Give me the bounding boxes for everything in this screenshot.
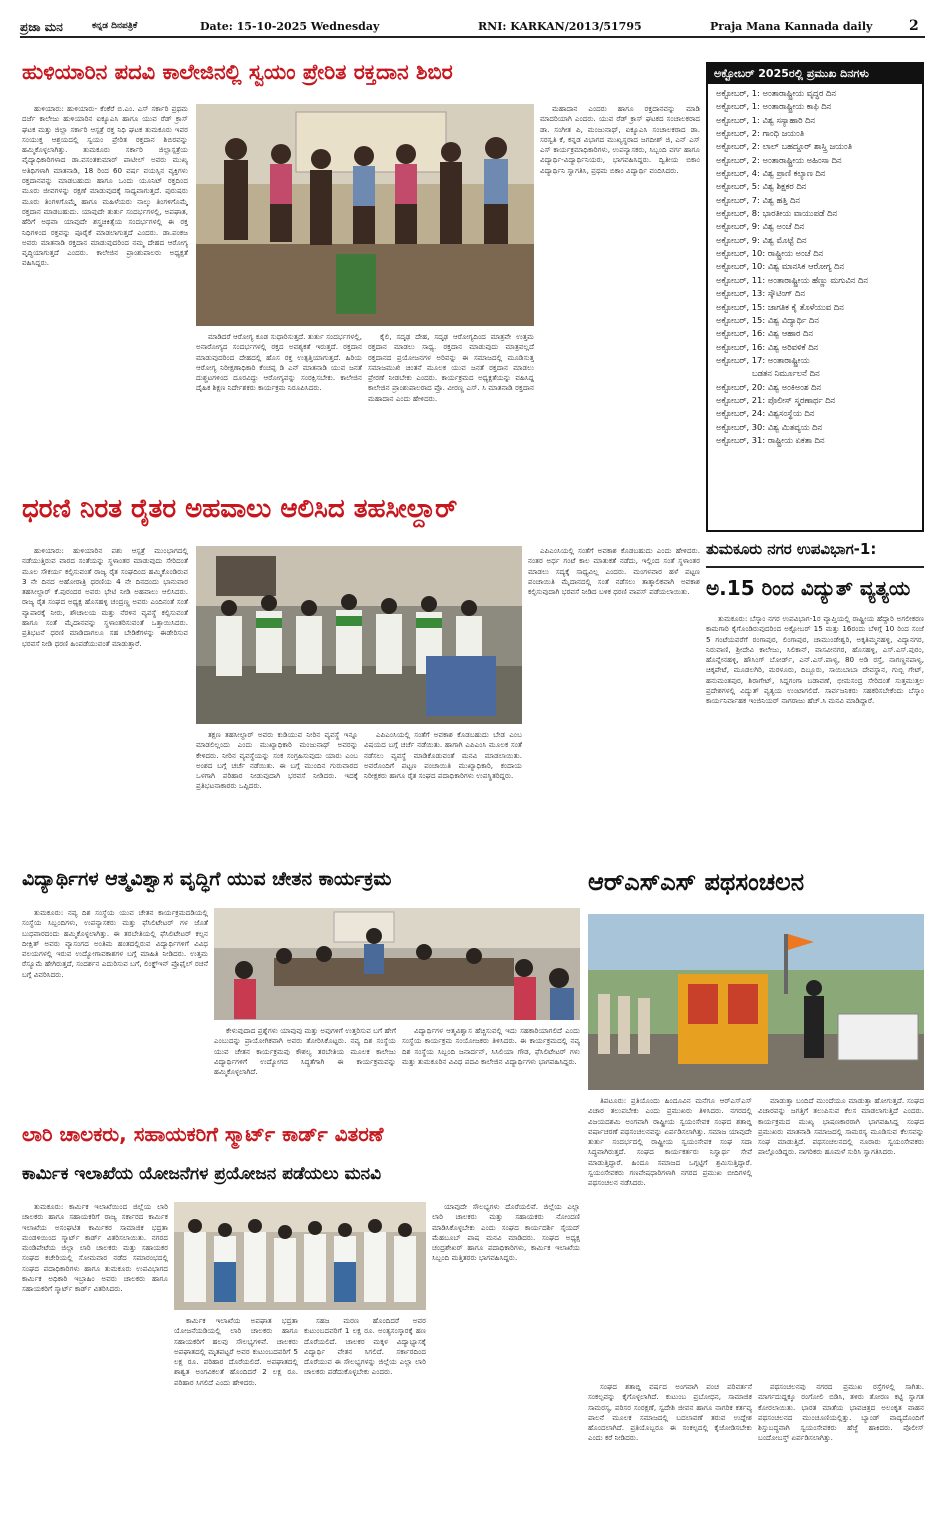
story7-col2-text: ಪಥಸಂಚಲನವು ನಗರದ ಪ್ರಮುಖ ರಸ್ತೆಗಳಲ್ಲಿ ಸಾಗಿತು. ಮಾರ್ಗದುದ್ದಕ್ಕೂ ರಂಗೋಲಿ ಬಿಡಿಸಿ, ತಳಿರು ತೋರಣ ಕಟ್ಟಿ ಸ್ವಾಗತ ಕೋರಲಾಯಿತು. ಭಾರತ ಮಾತೆಯ ಭಾವಚಿತ್ರದ ಅಲಂಕೃತ ವಾಹನ ಪಥಸಂಚಲನದ ಮುಂಚೂಣಿಯಲ್ಲಿತ್ತು. ಬ್ಯಾಂಡ್ ವಾದ್ಯದೊಂದಿಗೆ ಶಿಸ್ತುಬದ್ಧವಾಗಿ ಸ್ವಯಂಸೇವಕರು ಹೆಜ್ಜೆ ಹಾಕಿದರು. ಪೊಲೀಸ್ ಬಂದೋಬಸ್ತ್ ಏರ್ಪಡಿಸಲಾಗಿತ್ತು. xyxy=(758,1382,924,1443)
october-day-item: ಅಕ್ಟೋಬರ್, 9: ವಿಶ್ವ ಮೊಟ್ಟೆ ದಿನ xyxy=(716,234,807,245)
story6-col1 xyxy=(22,1202,168,1508)
october-day-item: ಅಕ್ಟೋಬರ್, 1: ಅಂತಾರಾಷ್ಟ್ರೀಯ ಕಾಫಿ ದಿನ xyxy=(716,101,832,112)
smart-card-distribution-photo xyxy=(174,1202,426,1310)
story2-col3-text: ಎಪಿಎಂಸಿಯಲ್ಲಿ ಸಂತೆಗೆ ಅವಕಾಶ ಕೊಡಬಹುದು ಬೇಡ ಎಂಬ ವಿಷಯದ ಬಗ್ಗೆ ಚರ್ಚೆ ನಡೆಯಿತು. ಹಾಗಾಗಿ ಎಪಿಎಂಸಿ ಮೂಲಕ ಸಂತೆ ನಡೆಸಲು ವ್ಯವಸ್ಥೆ ಮಾಡಿಕೊಡುವಂತೆ ಮನವಿ ಮಾಡಲಾಯಿತು. ಅವರೊಂದಿಗೆ ಪಟ್ಟಣ ಪಂಚಾಯಿತಿ ಮುಖ್ಯಾಧಿಕಾರಿ, ಕಂದಾಯ ನಿರೀಕ್ಷಕರು ಹಾಗೂ ರೈತ ಸಂಘದ ಪದಾಧಿಕಾರಿಗಳು ಉಪಸ್ಥಿತರಿದ್ದರು. xyxy=(364,730,522,781)
story1-col4-text: ಮಹಾದಾನ ಎಂದರು ಹಾಗೂ ರಕ್ತದಾನವನ್ನು ಮಾಡಿ ಮಾದರಿಯಾಗಿ ಎಂದರು. ಯುವ ರೆಡ್ ಕ್ರಾಸ್ ಘಟಕದ ಸಂಚಾಲಕರಾದ ಡಾ. ಸಂಗೀತ ಪಿ, ಮಂಜುನಾಥ್, ಐಕ್ಯೂಎಸಿ ಸಂಚಾಲಕರಾದ ಡಾ. ಸರಸ್ವತಿ ಕೆ, ಕನ್ನಡ ವಿಭಾಗದ ಮುಖ್ಯಸ್ಥರಾದ ಜಗದೀಶ್ ಜಿ, ಎನ್ ಎಸ್ ಎಸ್ ಕಾರ್ಯಕ್ರಮಾಧಿಕಾರಿಗಳು, ಉಪನ್ಯಾಸಕರು, ಸಿಬ್ಬಂದಿ ವರ್ಗ ಹಾಗೂ ವಿದ್ಯಾರ್ಥಿ-ವಿದ್ಯಾರ್ಥಿನಿಯರು, ಭಾಗವಹಿಸಿದ್ದರು. ದ್ವಿತೀಯ ಬಿಕಾಂ ವಿದ್ಯಾರ್ಥಿನಿ ಸ್ವಾಗತಿಸಿ, ಪ್ರಥಮ ಬಿಕಾಂ ವಿದ್ಯಾರ್ಥಿ ವಂದಿಸಿದರು. xyxy=(540,104,700,175)
story2-col1-text: ಹುಳಿಯಾರು: ಹುಳಿಯಾರಿನ ಪಶು ಆಸ್ಪತ್ರೆ ಮುಂಭಾಗದಲ್ಲಿ ನಡೆಯುತ್ತಿರುವ ವಾರದ ಸಂತೆಯನ್ನು ಸ್ಥಳಾಂತರ ಮಾಡುವುದು ಸೇರಿದಂತೆ ಮೂಲ ಸೌಕರ್ಯ ಕಲ್ಪಿಸುವಂತೆ ರಾಜ್ಯ ರೈತ ಸಂಘದಿಂದ ಹಮ್ಮಿಕೊಂಡಿರುವ 3 ನೇ ದಿನದ ಅಹೋರಾತ್ರಿ ಧರಣಿಯ 4 ನೇ ದಿನದಂದು ಭಾನುವಾರ ತಹಸೀಲ್ದಾರ್ ಕೆ.ಪುರಂದರ ಅವರು ಭೇಟಿ ನೀಡಿ ಅಹವಾಲು ಆಲಿಸಿದರು. ರಾಜ್ಯ ರೈತ ಸಂಘದ ಅಧ್ಯಕ್ಷ ಹೊಸಹಳ್ಳಿ ಚಂದ್ರಣ್ಣ ಅವರು ಎಂದಿನಂತೆ ಸಂತೆ ವ್ಯಾಪಾರಕ್ಕೆ ನೀರು, ಶೌಚಾಲಯ ಮತ್ತು ನೆರಳಿನ ವ್ಯವಸ್ಥೆ ಕಲ್ಪಿಸುವಂತೆ ಹಾಗೂ ಸಂತೆ ಮೈದಾನವನ್ನು ಸ್ಥಳಾಂತರಿಸುವಂತೆ ಒತ್ತಾಯಿಸಿದರು. ಪ್ರತಿಭಟನೆ ಧರಣಿ ಮಾಡಿದಾಗಲೂ ಸಹ ಬೇಡಿಕೆಗಳನ್ನು ಈಡೇರಿಸುವ ಭರವಸೆ ನೀಡಿ ಧರಣಿ ಹಿಂಪಡೆಯುವಂತೆ ಮಾಡುತ್ತಾರೆ. xyxy=(22,546,188,648)
october-day-item: ಅಕ್ಟೋಬರ್, 4: ವಿಶ್ವ ಪ್ರಾಣಿ ಕಲ್ಯಾಣ ದಿನ xyxy=(716,168,826,179)
masthead-tagline: ಕನ್ನಡ ದಿನಪತ್ರಿಕೆ xyxy=(92,21,138,31)
october-days-title: ಅಕ್ಟೋಬರ್ 2025ರಲ್ಲಿ ಪ್ರಮುಖ ದಿನಗಳು xyxy=(708,64,922,84)
story6-col2-text: ಕಾರ್ಮಿಕ ಇಲಾಖೆಯ ಅಪಘಾತ ಭದ್ರತಾ ಯೋಜನೆಯಡಿಯಲ್ಲಿ ಲಾರಿ ಚಾಲಕರು ಹಾಗೂ ಸಹಾಯಕರಿಗೆ ಹಲವು ಸೌಲಭ್ಯಗಳಿವೆ. ಚಾಲಕರು ಅಪಘಾತದಲ್ಲಿ ಮೃತಪಟ್ಟರೆ ಅವರ ಕುಟುಂಬದವರಿಗೆ 5 ಲಕ್ಷ ರೂ. ಪರಿಹಾರ ದೊರೆಯಲಿದೆ. ಅಪಘಾತದಲ್ಲಿ ಶಾಶ್ವತ ಅಂಗವಿಕಲತೆ ಹೊಂದಿದರೆ 2 ಲಕ್ಷ ರೂ. ಪರಿಹಾರ ಸಿಗಲಿದೆ ಎಂದು ಹೇಳಿದರು. xyxy=(174,1316,298,1387)
october-days-box xyxy=(706,62,924,532)
story1-col1-text: ಹುಳಿಯಾರು: ಹುಳಿಯಾರು- ಕೆಂಕೆರೆ ಬಿ.ಎಂ. ಎಸ್ ಸರ್ಕಾರಿ ಪ್ರಥಮ ದರ್ಜೆ ಕಾಲೇಜು ಹುಳಿಯಾರಿನ ಐಕ್ಯೂಎಸಿ ಹಾಗೂ ಯುವ ರೆಡ್ ಕ್ರಾಸ್ ಘಟಕ ಮತ್ತು ಜಿಲ್ಲಾ ಸರ್ಕಾರಿ ಆಸ್ಪತ್ರೆ ರಕ್ತ ನಿಧಿ ಘಟಕ ತುಮಕೂರು ಇವರ ಸಂಯುಕ್ತ ಆಶ್ರಯದಲ್ಲಿ ಸ್ವಯಂ ಪ್ರೇರಿತ ರಕ್ತದಾನ ಶಿಬಿರವನ್ನು ಹಮ್ಮಿಕೊಳ್ಳಲಾಗಿತ್ತು. ತುಮಕೂರು ಸರ್ಕಾರಿ ಜಿಲ್ಲಾಸ್ಪತ್ರೆಯ ವೈದ್ಯಾಧಿಕಾರಿಗಳಾದ ಡಾ.ವಸಂತಕುಮಾರ್ ಪಾಟೀಲ್ ಅವರು ಮುಖ್ಯ ಅತಿಥಿಗಳಾಗಿ ಮಾತನಾಡಿ, 18 ರಿಂದ 60 ವರ್ಷ ವಯಸ್ಸಿನ ವ್ಯಕ್ತಿಗಳು ರಕ್ತದಾನವನ್ನು ಮಾಡಬಹುದು ಹಾಗೂ ಒಂದು ಯೂನಿಟ್ ರಕ್ತದಿಂದ ಮೂರು ಜೀವಗಳನ್ನು ರಕ್ಷಣೆ ಮಾಡುವುದಕ್ಕೆ ಸಾಧ್ಯವಾಗುತ್ತದೆ. ಪುರುಷರು ಮೂರು ತಿಂಗಳಿಗೊಮ್ಮೆ ಹಾಗೂ ಮಹಿಳೆಯರು ನಾಲ್ಕು ತಿಂಗಳಿಗೊಮ್ಮೆ ರಕ್ತದಾನ ಮಾಡಬಹುದು. ಯಾವುದೇ ತುರ್ತು ಸಂದರ್ಭಗಳಲ್ಲಿ, ಅಪಘಾತ, ಹೆರಿಗೆ ಅಥವಾ ಯಾವುದೇ ಶಸ್ತ್ರಚಿಕಿತ್ಸೆಯ ಸಂದರ್ಭಗಳಲ್ಲಿ ಈ ರಕ್ತ ನಿಧಿಗಳಿಂದ ರಕ್ತವನ್ನು ಪೂರೈಕೆ ಮಾಡಲಾಗುತ್ತದೆ ಎಂದರು. ಡಾ.ಪಂಕಜ ಅವರು ಮಾತನಾಡಿ ರಕ್ತದಾನ ಮಾಡುವುದರಿಂದ ನಮ್ಮ ದೇಹದ ಆರೋಗ್ಯ ವೃದ್ಧಿಯಾಗುತ್ತದೆ ಎಂದರು. ಕಾಲೇಜಿನ ಪ್ರಾಂಶುಪಾಲರು ಅಧ್ಯಕ್ಷತೆ ವಹಿಸಿದ್ದರು. xyxy=(22,104,188,268)
story2-col2-text: ತಕ್ಷಣ ತಹಸೀಲ್ದಾರ್ ಅವರು ಕುಡಿಯುವ ನೀರಿನ ವ್ಯವಸ್ಥೆ ಇನ್ನೂ ಮಾಡಲಿಲ್ಲಂದು ಎಂದು ಮುಖ್ಯಾಧಿಕಾರಿ ಮಂಜುನಾಥ್ ಅವರನ್ನು ಕೇಳಿದರು. ನೀರಿನ ವ್ಯವಸ್ಥೆಯನ್ನು ಸಂಕ ಸಂಗ್ರಹಿಸುವುದು ಯಾರು ಎಂಬ ಅಂಶದ ಬಗ್ಗೆ ಚರ್ಚೆ ನಡೆಯಿತು. ಈ ಬಗ್ಗೆ ಮುಂದಿನ ಗುರುವಾರದ ಒಳಗಾಗಿ ಪರಿಹಾರ ನೀಡುವುದಾಗಿ ಭರವಸೆ ನೀಡಿದರು. ಇದಕ್ಕೆ ಪ್ರತಿಭಟನಾಕಾರರು ಒಪ್ಪಿದರು. xyxy=(196,730,358,791)
masthead-date: Date: 15-10-2025 Wednesday xyxy=(200,20,380,33)
october-day-item: ಅಕ್ಟೋಬರ್, 16: ವಿಶ್ವ ಆಹಾರ ದಿನ xyxy=(716,328,813,339)
story4-col3 xyxy=(402,1026,580,1094)
story3-headline1: ತುಮಕೂರು ನಗರ ಉಪವಿಭಾಗ-1: xyxy=(706,540,877,558)
masthead-logo: ಪ್ರಜಾ ಮನ xyxy=(20,20,63,34)
october-day-item: ಅಕ್ಟೋಬರ್, 7: ವಿಶ್ವ ಹತ್ತಿ ದಿನ xyxy=(716,194,800,205)
farmers-protest-photo xyxy=(196,546,522,724)
story6-col1-text: ತುಮಕೂರು: ಕಾರ್ಮಿಕ ಇಲಾಖೆಯಿಂದ ಜಿಲ್ಲೆಯ ಲಾರಿ ಚಾಲಕರು ಹಾಗೂ ಸಹಾಯಕರಿಗೆ ರಾಜ್ಯ ಸರ್ಕಾರದ ಕಾರ್ಮಿಕ ಇಲಾಖೆಯ ಅಸಂಘಟಿತ ಕಾರ್ಮಿಕರ ಸಾಮಾಜಿಕ ಭದ್ರತಾ ಮಂಡಳಿಯಿಂದ ಸ್ಮಾರ್ಟ್ ಕಾರ್ಡ್ ವಿತರಿಸಲಾಯಿತು. ನಗರದ ಮಂಡಿಪೇಟೆಯ ಜಿಲ್ಲಾ ಲಾರಿ ಚಾಲಕರು ಮತ್ತು ಸಹಾಯಕರ ಸಂಘದ ಕಚೇರಿಯಲ್ಲಿ ಸೋಮವಾರ ನಡೆದ ಸಮಾರಂಭದಲ್ಲಿ ಸಂಘದ ಪದಾಧಿಕಾರಿಗಳು ಹಾಗೂ ತುಮಕೂರು ಉಪವಿಭಾಗದ ಕಾರ್ಮಿಕ ಅಧಿಕಾರಿ ಇಬ್ರಾಹಿಂ ಅವರು ಚಾಲಕರು ಹಾಗೂ ಸಹಾಯಕರಿಗೆ ಸ್ಮಾರ್ಟ್ ಕಾರ್ಡ್ ವಿತರಿಸಿದರು. xyxy=(22,1202,168,1294)
story7-col2 xyxy=(758,1382,924,1508)
story1-col3-text: ಕೈಲಿ, ಸದೃಢ ದೇಹ, ಸದೃಢ ಆರೋಗ್ಯದಿಂದ ಮಾತ್ರವೇ ಉತ್ತಮ ರಕ್ತದಾನ ಮಾಡಲು ಸಾಧ್ಯ. ರಕ್ತದಾನ ಮಾಡುವುದು ಮಾತ್ರವಲ್ಲದೆ ರಕ್ತದಾನದ ಪ್ರಯೋಜನಗಳ ಅರಿವನ್ನು ಈ ಸಮಾಜದಲ್ಲಿ ಮೂಡಿಸುತ್ತ ಸಮಾಜಮುಖಿ ಚಿಂತನೆ ಮೂಲಕ ಯುವ ಜನತೆ ರಕ್ತದಾನ ಮಾಡಲು ಪ್ರೇರಣೆ ನೀಡಬೇಕು ಎಂದರು. ಕಾರ್ಯಕ್ರಮದ ಅಧ್ಯಕ್ಷತೆಯನ್ನು ವಹಿಸಿದ್ದ ಕಾಲೇಜಿನ ಪ್ರಾಂಶುಪಾಲರಾದ ಪ್ರೊ. ವೀರಣ್ಣ ಎಸ್. ಸಿ ಮಾತನಾಡಿ ರಕ್ತದಾನ ಮಹಾದಾನ ಎಂದು ಹೇಳಿದರು. xyxy=(368,332,534,403)
october-day-item: ಅಕ್ಟೋಬರ್, 21: ಪೊಲೀಸ್ ಸ್ಮರಣಾರ್ಥ ದಿನ xyxy=(716,394,836,405)
october-day-item: ಅಕ್ಟೋಬರ್, 10: ವಿಶ್ವ ಮಾನಸಿಕ ಆರೋಗ್ಯ ದಿನ xyxy=(716,261,845,272)
story2-headline: ಧರಣಿ ನಿರತ ರೈತರ ಅಹವಾಲು ಆಲಿಸಿದ ತಹಸೀಲ್ದಾರ್ xyxy=(22,496,458,524)
story2-col3 xyxy=(364,730,522,858)
story4-headline: ವಿದ್ಯಾರ್ಥಿಗಳ ಆತ್ಮವಿಶ್ವಾಸ ವೃದ್ಧಿಗೆ ಯುವ ಚೇತನ ಕಾರ್ಯಕ್ರಮ xyxy=(22,870,392,890)
story6-col4 xyxy=(432,1202,580,1508)
story3-body-text: ತುಮಕೂರು: ಬೆಸ್ಕಾಂ ನಗರ ಉಪವಿಭಾಗ-1ರ ವ್ಯಾಪ್ತಿಯಲ್ಲಿ ರಾಷ್ಟ್ರೀಯ ಹೆದ್ದಾರಿ ಅಗಲೀಕರಣ ಕಾಮಗಾರಿ ಕೈಗೊಂಡಿರುವುದರಿಂದ ಅಕ್ಟೋಬರ್ 15 ಮತ್ತು 16ರಂದು ಬೆಳಿಗ್ಗೆ 10 ರಿಂದ ಸಂಜೆ 5 ಗಂಟೆಯವರೆಗೆ ರಂಗಾಪುರ, ಲಿಂಗಾಪುರ, ಚಾಮುಂಡೇಶ್ವರಿ, ಅಕ್ಕತಿಮ್ಮನಹಳ್ಳಿ, ವಿದ್ಯಾನಗರ, ನಿರುವಾಣಿ, ಶ್ರೀದೇವಿ ಕಾಲೇಜು, ಸಿಲಿಕಾನ್, ವಾಸವೀನಗರ, ಹೊಸಹಳ್ಳಿ, ಎಸ್.ಎಸ್.ಪುರಂ, ಹೊನ್ನೇನಹಳ್ಳಿ, ಹೌಸಿಂಗ್ ಬೋರ್ಡ್, ಎನ್.ಎಸ್.ಪಾಳ್ಯ, 80 ಅಡಿ ರಸ್ತೆ, ನಾಗಣ್ಣನಪಾಳ್ಯ, ಚಿಕ್ಕಪೇಟೆ, ಮೂಡಲಗಿರಿ, ಮರಳೂರು, ದಿಬ್ಬೂರು, ಸಾಯಿಬಾಬಾ ದೇವಸ್ಥಾನ, ಗುಬ್ಬಿ ಗೇಟ್, ಹನುಮಂತಪುರ, ಶಿರಾಗೇಟ್, ಸಿದ್ದಗಂಗಾ ಬಡಾವಣೆ, ಭೀಮಸಂದ್ರ ಸೇರಿದಂತೆ ಸುತ್ತಮುತ್ತಲ ಪ್ರದೇಶಗಳಲ್ಲಿ ವಿದ್ಯುತ್ ವ್ಯತ್ಯಯ ಉಂಟಾಗಲಿದೆ. ಸಾರ್ವಜನಿಕರು ಸಹಕರಿಸಬೇಕೆಂದು ಬೆಸ್ಕಾಂ ಕಾರ್ಯನಿರ್ವಾಹಕ ಇಂಜಿನಿಯರ್ ನಾಗರಾಜು ಹೆಚ್.ಸಿ ಮನವಿ ಮಾಡಿದ್ದಾರೆ. xyxy=(706,614,924,706)
october-day-item: ಅಕ್ಟೋಬರ್, 20: ವಿಶ್ವ ಅಂಕಿಅಂಶ ದಿನ xyxy=(716,381,822,392)
story4-photo xyxy=(214,908,580,1020)
story1-col4 xyxy=(540,104,700,484)
story7-col1 xyxy=(588,1382,752,1508)
october-day-item: ಅಕ್ಟೋಬರ್, 31: ರಾಷ್ಟ್ರೀಯ ಏಕತಾ ದಿನ xyxy=(716,434,825,445)
october-day-item: ಅಕ್ಟೋಬರ್, 15: ವಿಶ್ವ ವಿದ್ಯಾರ್ಥಿ ದಿನ xyxy=(716,314,819,325)
october-day-item: ಅಕ್ಟೋಬರ್, 2: ಗಾಂಧಿ ಜಯಂತಿ xyxy=(716,128,805,139)
story5-headline: ಆರ್‌ಎಸ್‌ಎಸ್ ಪಥಸಂಚಲನ xyxy=(588,870,805,896)
story2-col2 xyxy=(196,730,358,858)
story6-subheadline: ಕಾರ್ಮಿಕ ಇಲಾಖೆಯ ಯೋಜನೆಗಳ ಪ್ರಯೋಜನ ಪಡೆಯಲು ಮನವಿ xyxy=(22,1166,382,1184)
story1-col3 xyxy=(368,332,534,484)
october-day-item: ಅಕ್ಟೋಬರ್, 8: ಭಾರತೀಯ ವಾಯುಪಡೆ ದಿನ xyxy=(716,208,838,219)
october-day-item: ಅಕ್ಟೋಬರ್, 2: ಲಾಲ್ ಬಹದ್ದೂರ್ ಶಾಸ್ತ್ರಿ ಜಯಂತಿ xyxy=(716,141,852,152)
october-day-item: ಅಕ್ಟೋಬರ್, 9: ವಿಶ್ವ ಅಂಚೆ ದಿನ xyxy=(716,221,805,232)
october-days-list xyxy=(708,84,922,450)
story1-col1 xyxy=(22,104,188,484)
story3-rule xyxy=(706,566,924,568)
october-day-item: ಅಕ್ಟೋಬರ್, 13: ಸ್ಕೌಟಿಂಗ್ ದಿನ xyxy=(716,288,805,299)
masthead-rni: RNI: KARKAN/2013/51795 xyxy=(478,20,642,33)
october-day-item: ಅಕ್ಟೋಬರ್, 1: ಅಂತಾರಾಷ್ಟ್ರೀಯ ವೃದ್ಧರ ದಿನ xyxy=(716,88,837,98)
story1-headline: ಹುಳಿಯಾರಿನ ಪದವಿ ಕಾಲೇಜಿನಲ್ಲಿ ಸ್ವಯಂ ಪ್ರೇರಿತ ರಕ್ತದಾನ ಶಿಬಿರ xyxy=(22,62,453,84)
october-day-item: ಅಕ್ಟೋಬರ್, 5: ವಿಶ್ವ ಶಿಕ್ಷಕರ ದಿನ xyxy=(716,181,807,192)
story3-headline2: ಅ.15 ರಿಂದ ವಿದ್ಯುತ್ ವ್ಯತ್ಯಯ xyxy=(706,576,911,600)
youth-program-photo xyxy=(214,908,580,1020)
story6-headline: ಲಾರಿ ಚಾಲಕರು, ಸಹಾಯಕರಿಗೆ ಸ್ಮಾರ್ಟ್ ಕಾರ್ಡ್ ವಿತರಣೆ xyxy=(22,1124,384,1146)
story4-col3-text: ವಿದ್ಯಾರ್ಥಿಗಳ ಆತ್ಮವಿಶ್ವಾಸ ಹೆಚ್ಚಿಸುವಲ್ಲಿ ಇದು ಸಹಕಾರಿಯಾಗಲಿದೆ ಎಂದು ಸಂಸ್ಥೆಯ ಕಾರ್ಯಕ್ರಮ ಸಂಯೋಜಕರು ತಿಳಿಸಿದರು. ಈ ಕಾರ್ಯಕ್ರಮದಲ್ಲಿ ನವ್ಯ ದಿಶ ಸಂಸ್ಥೆಯ ಸಿಬ್ಬಂದಿ ಜನಾರ್ದನ್, ಸಿಸಿಲಿಯಾ ಗೌಡ, ಫೆಸಿಲಿಟೇಟರ್ ಗಳು ಮತ್ತು ತುಮಕೂರಿನ ವಿವಿಧ ಪದವಿ ಕಾಲೇಜಿನ ವಿದ್ಯಾರ್ಥಿಗಳು ಭಾಗವಹಿಸಿದ್ದರು. xyxy=(402,1026,580,1066)
story1-photo xyxy=(196,104,534,326)
october-day-item: ಅಕ್ಟೋಬರ್, 24: ವಿಶ್ವಸಂಸ್ಥೆಯ ದಿನ xyxy=(716,408,815,419)
october-day-item: ಅಕ್ಟೋಬರ್, 17: ಅಂತಾರಾಷ್ಟ್ರೀಯ xyxy=(716,354,810,365)
story5-photo xyxy=(588,914,924,1090)
story2-col4 xyxy=(528,546,700,858)
story4-col1 xyxy=(22,908,208,1094)
story2-col4-text: ಎಪಿಎಂಸಿಯಲ್ಲಿ ಸಂತೆಗೆ ಅವಕಾಶ ಕೊಡಬಹುದು ಎಂದು ಹೇಳಿದರು. ನಂತರ ಅರ್ಧ ಗಂಟೆ ಕಾಲ ಮಾತುಕತೆ ನಡೆದು, ಇಲ್ಲಿಂದ ಸಂತೆ ಸ್ಥಳಾಂತರ ಮಾಡಲು ಸದ್ಯಕ್ಕೆ ಸಾಧ್ಯವಿಲ್ಲ ಎಂದರು. ಮಂಗಳವಾರ ಹಳೆ ಪಟ್ಟಣ ಪಂಚಾಯಿತಿ ಮೈದಾನದಲ್ಲಿ ಸಂತೆ ನಡೆಸಲು ತಾತ್ಕಾಲಿಕವಾಗಿ ಅವಕಾಶ ಕಲ್ಪಿಸುವುದಾಗಿ ಭರವಸೆ ನೀಡಿದ ಬಳಿಕ ಧರಣಿ ವಾಪಸ್ ಪಡೆಯಲಾಯಿತು. xyxy=(528,546,700,597)
story5-col2-text: ಮಾಡುತ್ತಾ ಬಂದಿದೆ ಮುಂದೆಯೂ ಮಾಡುತ್ತಾ ಹೋಗುತ್ತದೆ. ಸಂಘದ ವಿಚಾರವನ್ನು ಜಗತ್ತಿಗೆ ತಲುಪಿಸುವ ಕೆಲಸ ಮಾಡಲಾಗುತ್ತಿದೆ ಎಂದರು. ಕಾರ್ಯಕ್ರಮದ ಮುಖ್ಯ ಭಾಷಣಕಾರರಾಗಿ ಭಾಗವಹಿಸಿದ್ದ ಸಂಘದ ಪ್ರಮುಖರು ಮಾತನಾಡಿ ಸಮಾಜದಲ್ಲಿ ಸಾಮರಸ್ಯ ಮೂಡಿಸುವ ಕೆಲಸವನ್ನು ಸಂಘ ಮಾಡುತ್ತಿದೆ. ಪಥಸಂಚಲನದಲ್ಲಿ ನೂರಾರು ಸ್ವಯಂಸೇವಕರು ಪಾಲ್ಗೊಂಡಿದ್ದರು. ನಾಗರಿಕರು ಹೂಮಳೆ ಸುರಿಸಿ ಸ್ವಾಗತಿಸಿದರು. xyxy=(758,1096,924,1157)
story4-col2-text: ಕೇಳುವುದಾದ ಪ್ರಶ್ನೆಗಳು ಯಾವುವು ಮತ್ತು ಅವುಗಳಿಗೆ ಉತ್ತರಿಸುವ ಬಗೆ ಹೇಗೆ ಎಂಬುದನ್ನು ಪ್ರಾಯೋಗಿಕವಾಗಿ ಅವರು ತೋರಿಸಿಕೊಟ್ಟರು. ನವ್ಯ ದಿಶ ಸಂಸ್ಥೆಯ ಯುವ ಚೇತನ ಕಾರ್ಯಕ್ರಮವು ಕೌಶಲ್ಯ ತರಬೇತಿಯ ಮೂಲಕ ಕಾಲೇಜು ವಿದ್ಯಾರ್ಥಿಗಳಿಗೆ ಉದ್ಯೋಗದ ಸಿದ್ಧತೆಗಾಗಿ ಈ ಕಾರ್ಯಕ್ರಮವನ್ನು ಹಮ್ಮಿಕೊಳ್ಳಲಾಗಿದೆ. xyxy=(214,1026,396,1077)
masthead xyxy=(20,18,925,38)
october-day-item: ಅಕ್ಟೋಬರ್, 15: ಜಾಗತಿಕ ಕೈ ತೊಳೆಯುವ ದಿನ xyxy=(716,301,844,312)
blood-donation-photo xyxy=(196,104,534,326)
masthead-page-number: 2 xyxy=(909,18,919,34)
story2-col1 xyxy=(22,546,188,858)
october-day-item: ಅಕ್ಟೋಬರ್, 10: ರಾಷ್ಟ್ರೀಯ ಅಂಚೆ ದಿನ xyxy=(716,248,824,259)
story6-col3 xyxy=(304,1316,426,1508)
story7-col1-text: ಸಂಘದ ಶತಾಬ್ದಿ ವರ್ಷದ ಅಂಗವಾಗಿ ಪಂಚ ಪರಿವರ್ತನೆ ಸಂಕಲ್ಪವನ್ನು ಕೈಗೊಳ್ಳಲಾಗಿದೆ. ಕುಟುಂಬ ಪ್ರಬೋಧನ, ಸಾಮಾಜಿಕ ಸಾಮರಸ್ಯ, ಪರಿಸರ ಸಂರಕ್ಷಣೆ, ಸ್ವದೇಶಿ ಜೀವನ ಹಾಗೂ ನಾಗರಿಕ ಕರ್ತವ್ಯ ಪಾಲನೆ ಮೂಲಕ ಸಮಾಜದಲ್ಲಿ ಬದಲಾವಣೆ ತರುವ ಉದ್ದೇಶ ಹೊಂದಲಾಗಿದೆ. ಪ್ರತಿಯೊಬ್ಬರೂ ಈ ಸಂಕಲ್ಪದಲ್ಲಿ ಕೈಜೋಡಿಸಬೇಕು ಎಂದು ಕರೆ ನೀಡಿದರು. xyxy=(588,1382,752,1443)
story3-body xyxy=(706,614,924,858)
story6-col2 xyxy=(174,1316,298,1508)
story1-col2-text: ಮಾಡಿದರೆ ಆರೋಗ್ಯ ಕೂಡ ಸುಧಾರಿಸುತ್ತದೆ. ತುರ್ತು ಸಂದರ್ಭಗಳಲ್ಲಿ, ಅನಾರೋಗ್ಯದ ಸಂದರ್ಭಗಳಲ್ಲಿ ರಕ್ತದ ಅವಶ್ಯಕತೆ ಇರುತ್ತದೆ. ರಕ್ತದಾನ ಮಾಡುವುದರಿಂದ ದೇಹದಲ್ಲಿ ಹೊಸ ರಕ್ತ ಉತ್ಪತ್ತಿಯಾಗುತ್ತದೆ. ಹಿರಿಯ ಆರೋಗ್ಯ ನಿರೀಕ್ಷಣಾಧಿಕಾರಿ ಕೆಂಚಪ್ಪ ಡಿ ಎನ್ ಮಾತನಾಡಿ ಯುವ ಜನತೆ ದುಶ್ಚಟಗಳಿಂದ ದೂರವಿದ್ದು ಆರೋಗ್ಯವನ್ನು ಸಂರಕ್ಷಿಸಬೇಕು. ಕಾಲೇಜಿನ ದೈಹಿಕ ಶಿಕ್ಷಣ ನಿರ್ದೇಶಕರು ಕಾರ್ಯಕ್ರಮ ನಿರೂಪಿಸಿದರು. xyxy=(196,332,362,393)
story2-photo xyxy=(196,546,522,724)
october-day-item: ಅಕ್ಟೋಬರ್, 11: ಅಂತಾರಾಷ್ಟ್ರೀಯ ಹೆಣ್ಣು ಮಗುವಿನ ದಿನ xyxy=(716,274,868,285)
october-day-item: ಅಕ್ಟೋಬರ್, 16: ವಿಶ್ವ ಅರಿವಳಿಕೆ ದಿನ xyxy=(716,341,819,352)
story6-col4-text: ಯಾವುದೇ ಸೌಲಭ್ಯಗಳು ದೊರೆಯಲಿವೆ. ಜಿಲ್ಲೆಯ ಎಲ್ಲಾ ಲಾರಿ ಚಾಲಕರು ಮತ್ತು ಸಹಾಯಕರು ನೋಂದಣಿ ಮಾಡಿಸಿಕೊಳ್ಳಬೇಕು ಎಂದು ಸಂಘದ ಕಾರ್ಯದರ್ಶಿ ಸೈಯದ್ ಮೆಹಬೂಬ್ ಪಾಷ ಮನವಿ ಮಾಡಿದರು. ಸಂಘದ ಅಧ್ಯಕ್ಷ ಚಂದ್ರಶೇಖರ್ ಹಾಗೂ ಪದಾಧಿಕಾರಿಗಳು, ಕಾರ್ಮಿಕ ಇಲಾಖೆಯ ಸಿಬ್ಬಂದಿ ಮತ್ತಿತರರು ಭಾಗವಹಿಸಿದ್ದರು. xyxy=(432,1202,580,1263)
story4-col2 xyxy=(214,1026,396,1094)
story1-col2 xyxy=(196,332,362,484)
story4-col1-text: ತುಮಕೂರು: ನವ್ಯ ದಿಶ ಸಂಸ್ಥೆಯ ಯುವ ಚೇತನ ಕಾರ್ಯಕ್ರಮದಡಿಯಲ್ಲಿ ಸಂಸ್ಥೆಯ ಸಿಬ್ಬಂದಿಗಳು, ಉಪನ್ಯಾಸಕರು ಮತ್ತು ಫೆಸಿಲಿಟೇಟರ್ ಗಳ ಜೊತೆ ಬುಧವಾರದಂದು ಹಮ್ಮಿಕೊಳ್ಳಲಾಗಿತ್ತು. ಈ ತರಬೇತಿಯಲ್ಲಿ ಫೆಸಿಲಿಟೇಟರ್ ಕಲ್ಪನ ದೀಕ್ಷಿತ್ ಅವರು ವ್ಯಾಸಂಗದ ಅಂತಿಮ ಹಂತದಲ್ಲಿರುವ ವಿದ್ಯಾರ್ಥಿಗಳಿಗೆ ವಿವಿಧ ವಲಯಗಳಲ್ಲಿ ಇರುವ ಉದ್ಯೋಗಾವಕಾಶಗಳ ಬಗ್ಗೆ ಮಾಹಿತಿ ನೀಡಿದರು. ಉತ್ತಮ ರೆಸ್ಯೂಮೆ ಹೇಗಿರುತ್ತದೆ, ಸಂದರ್ಶನ ಎದುರಿಸುವ ಬಗೆ, ಲಿಂಕ್ಡ್ಇನ್ ಪ್ರೊಫೈಲ್ ರಚನೆ ಬಗ್ಗೆ ವಿವರಿಸಿದರು. xyxy=(22,908,208,979)
story6-col3-text: ಸಹಜ ಮರಣ ಹೊಂದಿದರೆ ಅವರ ಕುಟುಂಬದವರಿಗೆ 1 ಲಕ್ಷ ರೂ. ಅಂತ್ಯಸಂಸ್ಕಾರಕ್ಕೆ ಹಣ ದೊರೆಯಲಿದೆ. ಚಾಲಕರ ಮಕ್ಕಳ ವಿದ್ಯಾಭ್ಯಾಸಕ್ಕೆ ವಿದ್ಯಾರ್ಥಿ ವೇತನ ಸಿಗಲಿದೆ. ಸರ್ಕಾರದಿಂದ ದೊರೆಯುವ ಈ ಸೌಲಭ್ಯಗಳನ್ನು ಜಿಲ್ಲೆಯ ಎಲ್ಲಾ ಲಾರಿ ಚಾಲಕರು ಪಡೆದುಕೊಳ್ಳಬೇಕು ಎಂದರು. xyxy=(304,1316,426,1377)
rss-march-photo xyxy=(588,914,924,1090)
october-day-item: ಅಕ್ಟೋಬರ್, 1: ವಿಶ್ವ ಸಸ್ಯಾಹಾರಿ ದಿನ xyxy=(716,114,816,125)
story6-photo xyxy=(174,1202,426,1310)
story5-col1-text: ತಿಪಟೂರು: ಪ್ರತಿಯೊಂದು ಹಿಂದೂವಿನ ಮನೆಗೂ ಆರ್‌ಎಸ್‌ಎಸ್ ವಿಚಾರ ತಲುಪಬೇಕು ಎಂದು ಪ್ರಮುಖರು ತಿಳಿಸಿದರು. ನಗರದಲ್ಲಿ ವಿಜಯದಶಮಿ ಅಂಗವಾಗಿ ರಾಷ್ಟ್ರೀಯ ಸ್ವಯಂಸೇವಕ ಸಂಘದ ಶತಾಬ್ದಿ ವರ್ಷಾಚರಣೆ ಪಥಸಂಚಲನವನ್ನು ಏರ್ಪಡಿಸಲಾಗಿತ್ತು. ಸಮಾಜ ಯಾವುದೇ ತುರ್ತು ಸಂದರ್ಭದಲ್ಲಿ ರಾಷ್ಟ್ರೀಯ ಸ್ವಯಂಸೇವಕ ಸಂಘ ಸದಾ ಸಿದ್ಧವಾಗಿರುತ್ತದೆ. ಸಂಘದ ಕಾರ್ಯಕರ್ತರು ನಿಸ್ವಾರ್ಥ ಸೇವೆ ಮಾಡುತ್ತಿದ್ದಾರೆ. ಹಿಂದೂ ಸಮಾಜದ ಒಗ್ಗಟ್ಟಿಗೆ ಶ್ರಮಿಸುತ್ತಿದ್ದಾರೆ. ಸ್ವಯಂಸೇವಕರು ಗಣವೇಷಧಾರಿಗಳಾಗಿ ನಗರದ ಪ್ರಮುಖ ಬೀದಿಗಳಲ್ಲಿ ಪಥಸಂಚಲನ ನಡೆಸಿದರು. xyxy=(588,1096,752,1188)
october-day-item: ಬಡತನ ನಿರ್ಮೂಲನೆ ದಿನ xyxy=(752,368,820,379)
masthead-paper-name: Praja Mana Kannada daily xyxy=(710,20,873,33)
october-day-item: ಅಕ್ಟೋಬರ್, 2: ಅಂತಾರಾಷ್ಟ್ರೀಯ ಅಹಿಂಸಾ ದಿನ xyxy=(716,154,842,165)
october-day-item: ಅಕ್ಟೋಬರ್, 30: ವಿಶ್ವ ಮಿತವ್ಯಯ ದಿನ xyxy=(716,421,823,432)
